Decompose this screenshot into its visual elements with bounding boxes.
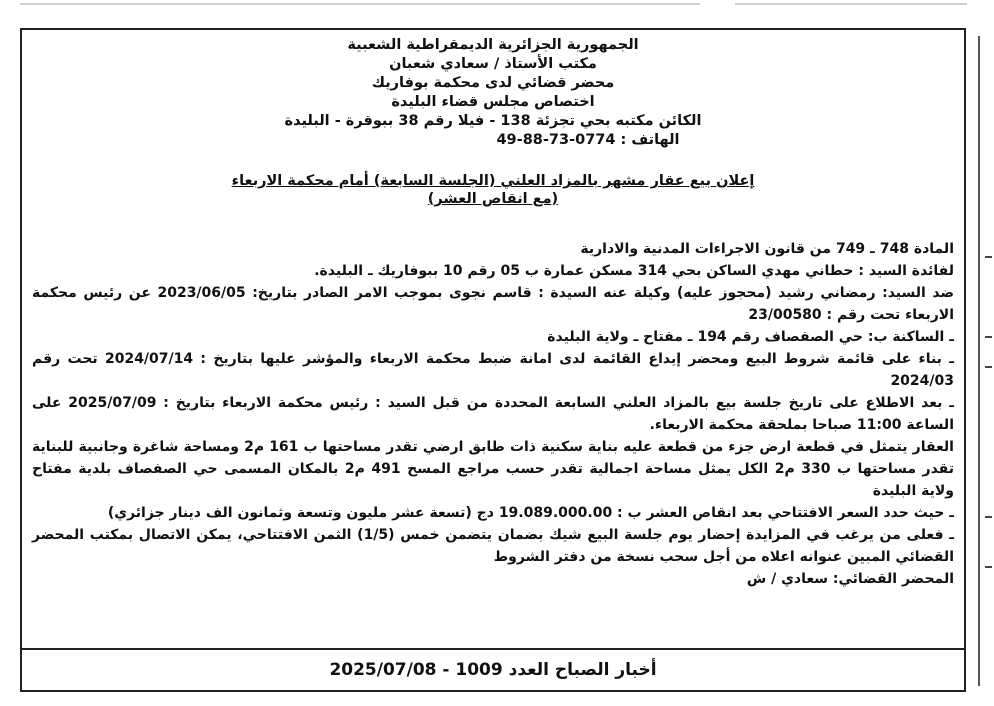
deposit-paragraph: ـ فعلى من يرغب في المزايدة إحضار يوم جلسة البيع شيك بضمان يتضمن خمس (1/5) الثمن الافتتاحي، يمكن الاتصال بمكتب المحضر القضائي المبين عنوانه اعلاه من أجل سحب نسخة من دفتر الشروط <box>32 527 954 565</box>
session-paragraph: ـ بعد الاطلاع على تاريخ جلسة بيع بالمزاد العلني السابعة المحددة من قبل السيد : رئيس محكمة الاربعاء بتاريخ : 2025/07/09 على الساعة 11:00 صباحا بملحقة محكمة الاربعاء. <box>32 395 954 433</box>
announcement-title <box>32 172 954 208</box>
phone-line: الهاتف : 0774-73-88-49 <box>496 132 680 148</box>
title-line-1: إعلان بيع عقار مشهر بالمزاد العلني (الجلسة السابعة) أمام محكمة الاربعاء <box>231 173 755 189</box>
edge-mark <box>985 516 992 518</box>
title-line-2: (مع انقاص العشر) <box>427 191 559 207</box>
edge-mark <box>985 366 992 368</box>
office-line: مكتب الأستاذ / سعادي شعبان <box>389 56 597 72</box>
republic-line: الجمهورية الجزائرية الديمقراطية الشعبية <box>347 37 639 53</box>
announcement-body <box>32 238 954 590</box>
property-paragraph: العقار يتمثل في قطعة ارض جزء من قطعة عليه بناية سكنية ذات طابق ارضي تقدر مساحتها ب 161 م2 ومساحة شاغرة وجانبية للبناية تقدر مساحتها ب 330 م2 الكل يمثل مساحة اجمالية تقدر حسب مراجع المسح 491 م2 بالمكان المسمى حي الصفصاف بلدية مفتاح ولاية البليدة <box>32 439 954 499</box>
resident-line: ـ الساكنة ب: حي الصفصاف رقم 194 ـ مفتاح ـ ولاية البليدة <box>547 329 954 345</box>
header-block <box>32 36 954 150</box>
bailiff-line: محضر قضائي لدى محكمة بوفاريك <box>371 75 615 91</box>
jurisdiction-line: اختصاص مجلس قضاء البليدة <box>391 94 595 110</box>
top-edge-rule-right <box>735 3 967 5</box>
edge-mark <box>985 256 992 258</box>
adjacent-column-edge <box>978 36 994 686</box>
address-line: الكائن مكتبه بحي تجزئة 138 - فيلا رقم 38 ببوقرة - البليدة <box>284 113 702 129</box>
top-edge-rule <box>20 3 700 5</box>
edge-mark <box>985 336 992 338</box>
against-paragraph: ضد السيد: رمضاني رشيد (محجوز عليه) وكيلة عنه السيدة : قاسم نجوى بموجب الامر الصادر بتاريخ: 2023/06/05 عن رئيس محكمة الاربعاء تحت رقم : 23/00580 <box>32 285 954 323</box>
newspaper-footer: أخبار الصباح العدد 1009 - 2025/07/08 <box>22 648 964 690</box>
article-line: المادة 748 ـ 749 من قانون الاجراءات المدنية والادارية <box>580 241 954 257</box>
edge-mark <box>985 566 992 568</box>
announcement-frame <box>20 28 966 692</box>
bailiff-signature: المحضر القضائي: سعادي / ش <box>746 571 954 587</box>
announcement-content <box>32 36 954 642</box>
price-line: ـ حيث حدد السعر الافتتاحي بعد انقاص العشر ب : 19.089.000.00 دج (تسعة عشر مليون وتسعة وثمانون الف دينار جزائري) <box>107 505 954 521</box>
based-on-paragraph: ـ بناء على قائمة شروط البيع ومحضر إيداع القائمة لدى امانة ضبط محكمة الاربعاء والمؤشر عليها بتاريخ : 2024/07/14 تحت رقم 2024/03 <box>32 351 954 389</box>
beneficiary-line: لفائدة السيد : حطاني مهدي الساكن بحي 314 مسكن عمارة ب 05 رقم 10 ببوفاريك ـ البليدة. <box>314 263 954 279</box>
